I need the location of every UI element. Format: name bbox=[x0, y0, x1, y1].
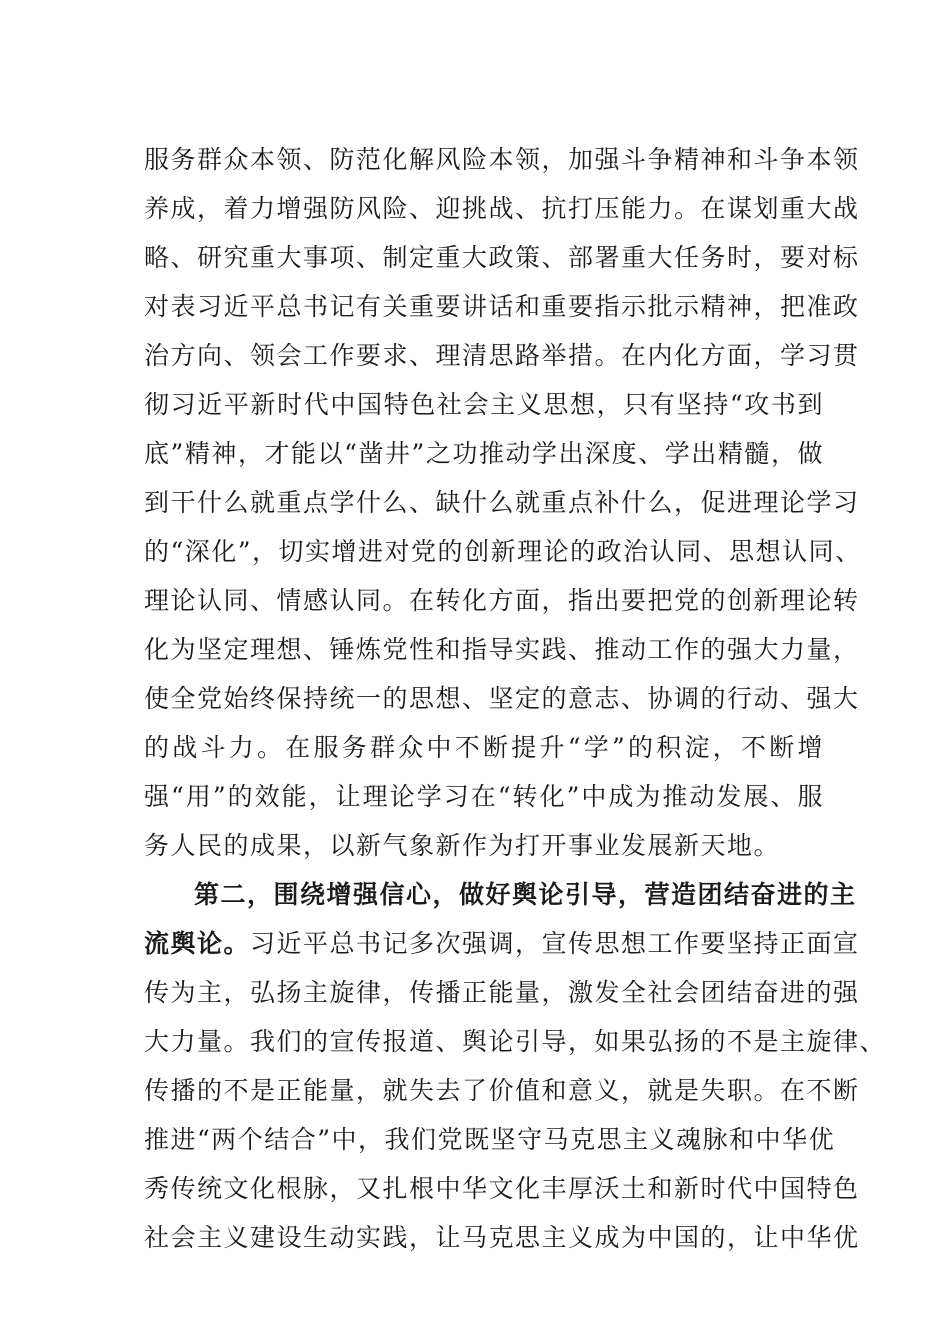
text-line: 强“用”的效能，让理论学习在“转化”中成为推动发展、服 bbox=[144, 782, 824, 811]
text-line: 治方向、领会工作要求、理清思路举措。在内化方面，学习贯 bbox=[144, 341, 860, 370]
text-line bbox=[144, 924, 860, 964]
text-line: 养成，着力增强防风险、迎挑战、抗打压能力。在谋划重大战 bbox=[144, 194, 860, 223]
section-heading-end: 流舆论。 bbox=[144, 929, 251, 958]
text-line: 传播的不是正能量，就失去了价值和意义，就是失职。在不断 bbox=[144, 1076, 860, 1105]
text-line: 底”精神，才能以“凿井”之功推动学出深度、学出精髓，做 bbox=[144, 439, 824, 468]
text-line: 的战斗力。在服务群众中不断提升“学”的积淀，不断增 bbox=[144, 733, 824, 762]
text-line: 务人民的成果，以新气象新作为打开事业发展新天地。 bbox=[144, 831, 781, 860]
section-heading-line: 第二，围绕增强信心，做好舆论引导，营造团结奋进的主 bbox=[194, 880, 857, 909]
text-line: 彻习近平新时代中国特色社会主义思想，只有坚持“攻书到 bbox=[144, 390, 824, 419]
text-line: 大力量。我们的宣传报道、舆论引导，如果弘扬的不是主旋律、 bbox=[144, 1027, 887, 1056]
text-span: 习近平总书记多次强调，宣传思想工作要坚持正面宣 bbox=[250, 929, 860, 958]
text-line: 略、研究重大事项、制定重大政策、部署重大任务时，要对标 bbox=[144, 243, 860, 272]
text-line: 使全党始终保持统一的思想、坚定的意志、协调的行动、强大 bbox=[144, 684, 860, 713]
text-line: 对表习近平总书记有关重要讲话和重要指示批示精神，把准政 bbox=[144, 292, 860, 321]
text-line: 化为坚定理想、锤炼党性和指导实践、推动工作的强大力量， bbox=[144, 635, 860, 664]
text-line: 到干什么就重点学什么、缺什么就重点补什么，促进理论学习 bbox=[144, 488, 860, 517]
text-line: 的“深化”，切实增进对党的创新理论的政治认同、思想认同、 bbox=[144, 537, 862, 566]
text-line: 理论认同、情感认同。在转化方面，指出要把党的创新理论转 bbox=[144, 586, 860, 615]
text-line: 传为主，弘扬主旋律，传播正能量，激发全社会团结奋进的强 bbox=[144, 978, 860, 1007]
text-line: 秀传统文化根脉，又扎根中华文化丰厚沃土和新时代中国特色 bbox=[144, 1174, 860, 1203]
text-line: 社会主义建设生动实践，让马克思主义成为中国的，让中华优 bbox=[144, 1223, 860, 1252]
text-line: 服务群众本领、防范化解风险本领，加强斗争精神和斗争本领 bbox=[144, 145, 860, 174]
text-line: 推进“两个结合”中，我们党既坚守马克思主义魂脉和中华优 bbox=[144, 1125, 836, 1154]
